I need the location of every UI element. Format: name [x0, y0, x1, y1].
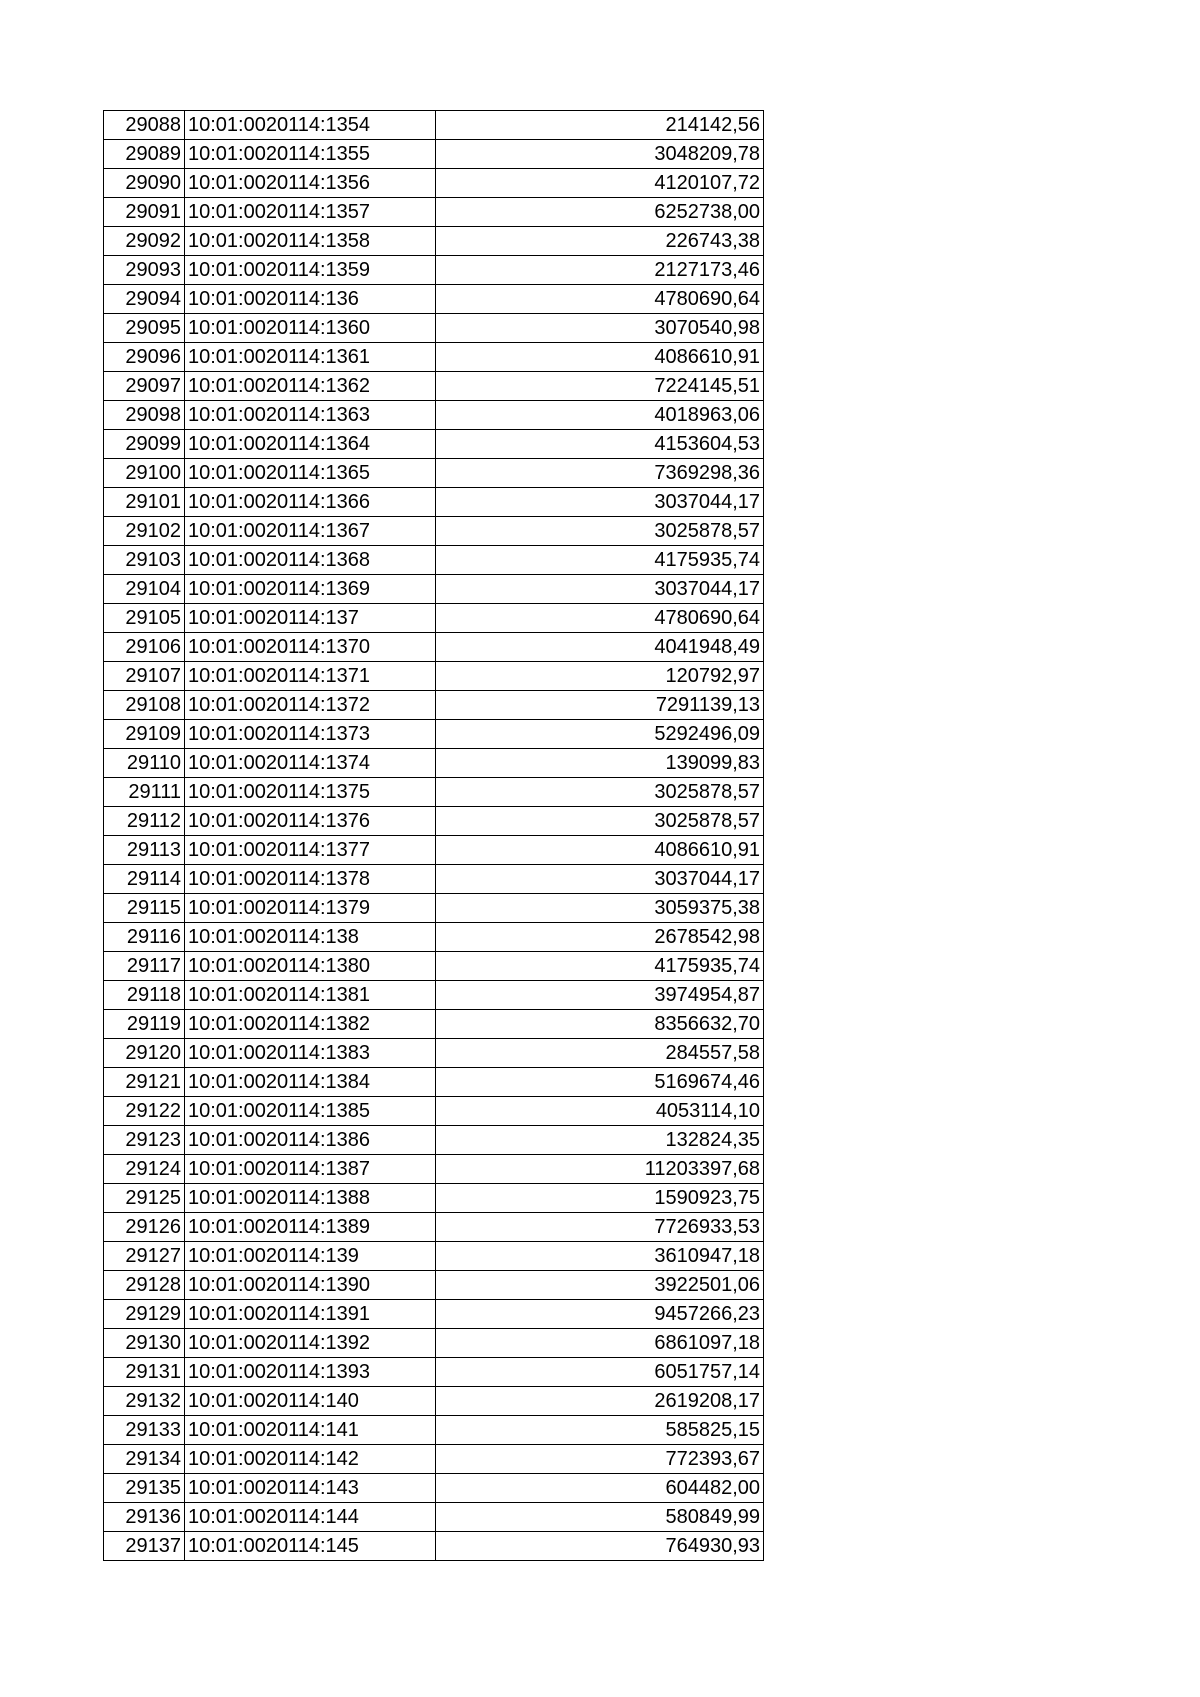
- cadastral-number-cell: 10:01:0020114:139: [185, 1242, 436, 1271]
- row-number-cell: 29093: [104, 256, 185, 285]
- value-cell: 11203397,68: [436, 1155, 764, 1184]
- value-cell: 5292496,09: [436, 720, 764, 749]
- table-row: [104, 1445, 764, 1474]
- table-row: [104, 952, 764, 981]
- cadastral-number-cell: 10:01:0020114:1388: [185, 1184, 436, 1213]
- cadastral-number-cell: 10:01:0020114:1384: [185, 1068, 436, 1097]
- value-cell: 284557,58: [436, 1039, 764, 1068]
- row-number-cell: 29101: [104, 488, 185, 517]
- row-number-cell: 29099: [104, 430, 185, 459]
- cadastral-number-cell: 10:01:0020114:1376: [185, 807, 436, 836]
- cadastral-number-cell: 10:01:0020114:1361: [185, 343, 436, 372]
- row-number-cell: 29125: [104, 1184, 185, 1213]
- value-cell: 5169674,46: [436, 1068, 764, 1097]
- value-cell: 7224145,51: [436, 372, 764, 401]
- row-number-cell: 29130: [104, 1329, 185, 1358]
- row-number-cell: 29096: [104, 343, 185, 372]
- value-cell: 3025878,57: [436, 807, 764, 836]
- row-number-cell: 29134: [104, 1445, 185, 1474]
- table-row: [104, 401, 764, 430]
- value-cell: 3974954,87: [436, 981, 764, 1010]
- cadastral-number-cell: 10:01:0020114:1357: [185, 198, 436, 227]
- table-row: [104, 459, 764, 488]
- value-cell: 139099,83: [436, 749, 764, 778]
- table-row: [104, 720, 764, 749]
- table-row: [104, 1242, 764, 1271]
- table-row: [104, 488, 764, 517]
- row-number-cell: 29131: [104, 1358, 185, 1387]
- row-number-cell: 29119: [104, 1010, 185, 1039]
- value-cell: 3037044,17: [436, 575, 764, 604]
- value-cell: 4041948,49: [436, 633, 764, 662]
- value-cell: 4175935,74: [436, 952, 764, 981]
- cadastral-number-cell: 10:01:0020114:1358: [185, 227, 436, 256]
- value-cell: 3037044,17: [436, 488, 764, 517]
- table-row: [104, 1155, 764, 1184]
- row-number-cell: 29094: [104, 285, 185, 314]
- row-number-cell: 29102: [104, 517, 185, 546]
- table-row: [104, 198, 764, 227]
- value-cell: 4780690,64: [436, 285, 764, 314]
- value-cell: 580849,99: [436, 1503, 764, 1532]
- row-number-cell: 29114: [104, 865, 185, 894]
- table-row: [104, 1068, 764, 1097]
- table-row: [104, 256, 764, 285]
- row-number-cell: 29120: [104, 1039, 185, 1068]
- table-row: [104, 1097, 764, 1126]
- cadastral-number-cell: 10:01:0020114:1379: [185, 894, 436, 923]
- value-cell: 3610947,18: [436, 1242, 764, 1271]
- row-number-cell: 29128: [104, 1271, 185, 1300]
- row-number-cell: 29092: [104, 227, 185, 256]
- value-cell: 7726933,53: [436, 1213, 764, 1242]
- cadastral-number-cell: 10:01:0020114:1387: [185, 1155, 436, 1184]
- row-number-cell: 29107: [104, 662, 185, 691]
- cadastral-number-cell: 10:01:0020114:143: [185, 1474, 436, 1503]
- table-row: [104, 169, 764, 198]
- row-number-cell: 29095: [104, 314, 185, 343]
- row-number-cell: 29115: [104, 894, 185, 923]
- table-row: [104, 691, 764, 720]
- cadastral-number-cell: 10:01:0020114:1371: [185, 662, 436, 691]
- cadastral-number-cell: 10:01:0020114:141: [185, 1416, 436, 1445]
- value-cell: 2127173,46: [436, 256, 764, 285]
- cadastral-number-cell: 10:01:0020114:1377: [185, 836, 436, 865]
- cadastral-number-cell: 10:01:0020114:1372: [185, 691, 436, 720]
- table-row: [104, 807, 764, 836]
- cadastral-number-cell: 10:01:0020114:1389: [185, 1213, 436, 1242]
- table-row: [104, 1271, 764, 1300]
- value-cell: 8356632,70: [436, 1010, 764, 1039]
- row-number-cell: 29104: [104, 575, 185, 604]
- row-number-cell: 29105: [104, 604, 185, 633]
- row-number-cell: 29133: [104, 1416, 185, 1445]
- value-cell: 3922501,06: [436, 1271, 764, 1300]
- value-cell: 7369298,36: [436, 459, 764, 488]
- cadastral-number-cell: 10:01:0020114:1381: [185, 981, 436, 1010]
- row-number-cell: 29106: [104, 633, 185, 662]
- cadastral-number-cell: 10:01:0020114:145: [185, 1532, 436, 1561]
- cadastral-number-cell: 10:01:0020114:1362: [185, 372, 436, 401]
- cadastral-number-cell: 10:01:0020114:137: [185, 604, 436, 633]
- row-number-cell: 29091: [104, 198, 185, 227]
- cadastral-number-cell: 10:01:0020114:1367: [185, 517, 436, 546]
- table-row: [104, 865, 764, 894]
- value-cell: 4120107,72: [436, 169, 764, 198]
- value-cell: 764930,93: [436, 1532, 764, 1561]
- value-cell: 3059375,38: [436, 894, 764, 923]
- table-body: [104, 111, 764, 1561]
- table-row: [104, 1416, 764, 1445]
- value-cell: 4153604,53: [436, 430, 764, 459]
- table-row: [104, 140, 764, 169]
- value-cell: 4780690,64: [436, 604, 764, 633]
- row-number-cell: 29135: [104, 1474, 185, 1503]
- cadastral-number-cell: 10:01:0020114:1383: [185, 1039, 436, 1068]
- cadastral-number-cell: 10:01:0020114:1375: [185, 778, 436, 807]
- cadastral-number-cell: 10:01:0020114:1385: [185, 1097, 436, 1126]
- value-cell: 7291139,13: [436, 691, 764, 720]
- table-row: [104, 430, 764, 459]
- cadastral-number-cell: 10:01:0020114:1392: [185, 1329, 436, 1358]
- table-row: [104, 227, 764, 256]
- table-row: [104, 604, 764, 633]
- table-row: [104, 575, 764, 604]
- row-number-cell: 29103: [104, 546, 185, 575]
- row-number-cell: 29116: [104, 923, 185, 952]
- row-number-cell: 29124: [104, 1155, 185, 1184]
- row-number-cell: 29090: [104, 169, 185, 198]
- table-row: [104, 836, 764, 865]
- cadastral-number-cell: 10:01:0020114:1368: [185, 546, 436, 575]
- cadastral-number-cell: 10:01:0020114:1369: [185, 575, 436, 604]
- table-row: [104, 1532, 764, 1561]
- table-row: [104, 1503, 764, 1532]
- row-number-cell: 29110: [104, 749, 185, 778]
- cadastral-number-cell: 10:01:0020114:142: [185, 1445, 436, 1474]
- value-cell: 1590923,75: [436, 1184, 764, 1213]
- row-number-cell: 29113: [104, 836, 185, 865]
- cadastral-number-cell: 10:01:0020114:1393: [185, 1358, 436, 1387]
- value-cell: 4086610,91: [436, 343, 764, 372]
- cadastral-number-cell: 10:01:0020114:1373: [185, 720, 436, 749]
- row-number-cell: 29136: [104, 1503, 185, 1532]
- table-row: [104, 981, 764, 1010]
- table-row: [104, 633, 764, 662]
- value-cell: 120792,97: [436, 662, 764, 691]
- row-number-cell: 29097: [104, 372, 185, 401]
- value-cell: 3025878,57: [436, 778, 764, 807]
- row-number-cell: 29137: [104, 1532, 185, 1561]
- value-cell: 9457266,23: [436, 1300, 764, 1329]
- data-table: [103, 110, 764, 1561]
- row-number-cell: 29117: [104, 952, 185, 981]
- cadastral-number-cell: 10:01:0020114:140: [185, 1387, 436, 1416]
- cadastral-number-cell: 10:01:0020114:1356: [185, 169, 436, 198]
- table-row: [104, 314, 764, 343]
- value-cell: 4175935,74: [436, 546, 764, 575]
- row-number-cell: 29123: [104, 1126, 185, 1155]
- cadastral-number-cell: 10:01:0020114:1378: [185, 865, 436, 894]
- row-number-cell: 29118: [104, 981, 185, 1010]
- value-cell: 3025878,57: [436, 517, 764, 546]
- row-number-cell: 29108: [104, 691, 185, 720]
- cadastral-number-cell: 10:01:0020114:1359: [185, 256, 436, 285]
- table-row: [104, 517, 764, 546]
- table-row: [104, 1126, 764, 1155]
- table-row: [104, 1010, 764, 1039]
- table-row: [104, 343, 764, 372]
- table-row: [104, 1184, 764, 1213]
- table-row: [104, 894, 764, 923]
- cadastral-number-cell: 10:01:0020114:138: [185, 923, 436, 952]
- value-cell: 772393,67: [436, 1445, 764, 1474]
- value-cell: 4086610,91: [436, 836, 764, 865]
- row-number-cell: 29109: [104, 720, 185, 749]
- row-number-cell: 29127: [104, 1242, 185, 1271]
- row-number-cell: 29089: [104, 140, 185, 169]
- value-cell: 6051757,14: [436, 1358, 764, 1387]
- table-row: [104, 662, 764, 691]
- table-row: [104, 1474, 764, 1503]
- table-row: [104, 923, 764, 952]
- cadastral-number-cell: 10:01:0020114:1391: [185, 1300, 436, 1329]
- cadastral-number-cell: 10:01:0020114:1366: [185, 488, 436, 517]
- value-cell: 585825,15: [436, 1416, 764, 1445]
- cadastral-number-cell: 10:01:0020114:1380: [185, 952, 436, 981]
- table-row: [104, 1329, 764, 1358]
- table-row: [104, 372, 764, 401]
- cadastral-number-cell: 10:01:0020114:1355: [185, 140, 436, 169]
- table-row: [104, 1387, 764, 1416]
- cadastral-number-cell: 10:01:0020114:1360: [185, 314, 436, 343]
- row-number-cell: 29098: [104, 401, 185, 430]
- row-number-cell: 29112: [104, 807, 185, 836]
- value-cell: 3037044,17: [436, 865, 764, 894]
- value-cell: 604482,00: [436, 1474, 764, 1503]
- row-number-cell: 29122: [104, 1097, 185, 1126]
- table-row: [104, 111, 764, 140]
- table-row: [104, 285, 764, 314]
- row-number-cell: 29111: [104, 778, 185, 807]
- value-cell: 4018963,06: [436, 401, 764, 430]
- value-cell: 3048209,78: [436, 140, 764, 169]
- row-number-cell: 29100: [104, 459, 185, 488]
- value-cell: 4053114,10: [436, 1097, 764, 1126]
- cadastral-number-cell: 10:01:0020114:1374: [185, 749, 436, 778]
- table-row: [104, 1039, 764, 1068]
- cadastral-number-cell: 10:01:0020114:144: [185, 1503, 436, 1532]
- value-cell: 6252738,00: [436, 198, 764, 227]
- table-row: [104, 778, 764, 807]
- cadastral-number-cell: 10:01:0020114:136: [185, 285, 436, 314]
- table-row: [104, 749, 764, 778]
- table-row: [104, 1300, 764, 1329]
- value-cell: 214142,56: [436, 111, 764, 140]
- value-cell: 226743,38: [436, 227, 764, 256]
- row-number-cell: 29126: [104, 1213, 185, 1242]
- value-cell: 2678542,98: [436, 923, 764, 952]
- table-row: [104, 546, 764, 575]
- row-number-cell: 29088: [104, 111, 185, 140]
- table-row: [104, 1213, 764, 1242]
- row-number-cell: 29129: [104, 1300, 185, 1329]
- cadastral-number-cell: 10:01:0020114:1354: [185, 111, 436, 140]
- cadastral-number-cell: 10:01:0020114:1363: [185, 401, 436, 430]
- row-number-cell: 29121: [104, 1068, 185, 1097]
- cadastral-number-cell: 10:01:0020114:1365: [185, 459, 436, 488]
- table-row: [104, 1358, 764, 1387]
- cadastral-number-cell: 10:01:0020114:1386: [185, 1126, 436, 1155]
- value-cell: 2619208,17: [436, 1387, 764, 1416]
- value-cell: 132824,35: [436, 1126, 764, 1155]
- cadastral-number-cell: 10:01:0020114:1364: [185, 430, 436, 459]
- cadastral-number-cell: 10:01:0020114:1390: [185, 1271, 436, 1300]
- cadastral-number-cell: 10:01:0020114:1370: [185, 633, 436, 662]
- value-cell: 6861097,18: [436, 1329, 764, 1358]
- row-number-cell: 29132: [104, 1387, 185, 1416]
- value-cell: 3070540,98: [436, 314, 764, 343]
- cadastral-number-cell: 10:01:0020114:1382: [185, 1010, 436, 1039]
